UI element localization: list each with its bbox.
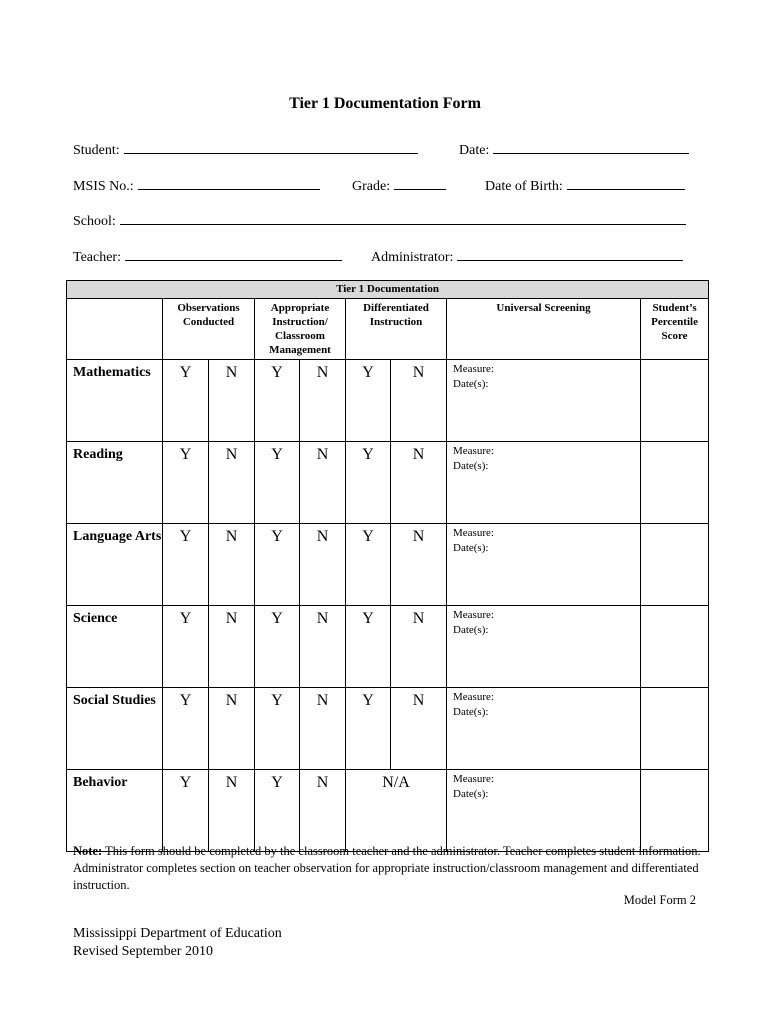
observations-yes[interactable]: Y <box>163 442 209 524</box>
observations-yes[interactable]: Y <box>163 360 209 442</box>
grade-label: Grade: <box>352 179 391 194</box>
appropriate-no[interactable]: N <box>300 606 346 688</box>
appropriate-no[interactable]: N <box>300 770 346 852</box>
percentile-cell[interactable] <box>641 524 709 606</box>
appropriate-yes[interactable]: Y <box>255 524 300 606</box>
footer-revised: Revised September 2010 <box>73 944 213 959</box>
differentiated-no[interactable]: N <box>391 688 447 770</box>
subject-label: Social Studies <box>67 688 163 770</box>
percentile-cell[interactable] <box>641 360 709 442</box>
differentiated-no[interactable]: N <box>391 442 447 524</box>
differentiated-no[interactable]: N <box>391 606 447 688</box>
msis-line[interactable] <box>138 176 320 190</box>
observations-no[interactable]: N <box>209 770 255 852</box>
model-form-label: Model Form 2 <box>623 893 696 907</box>
dob-field[interactable] <box>485 176 685 195</box>
observations-no[interactable]: N <box>209 606 255 688</box>
table-row <box>67 688 709 770</box>
dates-label: Date(s): <box>453 788 489 800</box>
subject-label: Behavior <box>67 770 163 852</box>
msis-field[interactable] <box>73 176 320 195</box>
observations-no[interactable]: N <box>209 442 255 524</box>
footer-department: Mississippi Department of Education <box>73 926 282 941</box>
percentile-cell[interactable] <box>641 770 709 852</box>
differentiated-na: N/A <box>346 770 447 852</box>
observations-no[interactable]: N <box>209 524 255 606</box>
percentile-cell[interactable] <box>641 606 709 688</box>
administrator-label: Administrator: <box>371 250 454 265</box>
grade-line[interactable] <box>394 176 446 190</box>
administrator-field[interactable] <box>371 247 683 266</box>
date-line[interactable] <box>493 140 689 154</box>
differentiated-yes[interactable]: Y <box>346 524 391 606</box>
table-row <box>67 606 709 688</box>
form-title: Tier 1 Documentation Form <box>289 95 481 112</box>
observations-no[interactable]: N <box>209 688 255 770</box>
dates-label: Date(s): <box>453 542 489 554</box>
measure-label: Measure: <box>453 527 494 539</box>
documentation-table <box>66 280 709 852</box>
differentiated-yes[interactable]: Y <box>346 360 391 442</box>
appropriate-yes[interactable]: Y <box>255 770 300 852</box>
measure-label: Measure: <box>453 609 494 621</box>
student-label: Student: <box>73 143 120 158</box>
universal-screening-cell[interactable] <box>447 688 641 770</box>
universal-screening-cell[interactable] <box>447 770 641 852</box>
measure-label: Measure: <box>453 363 494 375</box>
school-line[interactable] <box>120 211 686 225</box>
observations-no[interactable]: N <box>209 360 255 442</box>
measure-label: Measure: <box>453 691 494 703</box>
universal-screening-cell[interactable] <box>447 524 641 606</box>
differentiated-no[interactable]: N <box>391 524 447 606</box>
appropriate-no[interactable]: N <box>300 442 346 524</box>
percentile-cell[interactable] <box>641 688 709 770</box>
dates-label: Date(s): <box>453 624 489 636</box>
appropriate-yes[interactable]: Y <box>255 442 300 524</box>
table-banner: Tier 1 Documentation <box>67 281 709 299</box>
differentiated-no[interactable]: N <box>391 360 447 442</box>
teacher-line[interactable] <box>125 247 342 261</box>
subject-label: Reading <box>67 442 163 524</box>
student-line[interactable] <box>124 140 418 154</box>
appropriate-yes[interactable]: Y <box>255 688 300 770</box>
grade-field[interactable] <box>352 176 446 195</box>
student-field[interactable] <box>73 140 418 159</box>
school-label: School: <box>73 214 116 229</box>
universal-screening-cell[interactable] <box>447 606 641 688</box>
dob-line[interactable] <box>567 176 685 190</box>
observations-yes[interactable]: Y <box>163 770 209 852</box>
dates-label: Date(s): <box>453 378 489 390</box>
measure-label: Measure: <box>453 445 494 457</box>
header-blank <box>67 299 163 360</box>
note-text: This form should be completed by the classroom teacher and the administrator. Teacher completes student information. Administrator completes section on teacher observation for appropriate instruction/classroom management and differentiated instruction. <box>73 844 701 892</box>
teacher-field[interactable] <box>73 247 342 266</box>
appropriate-no[interactable]: N <box>300 524 346 606</box>
universal-screening-cell[interactable] <box>447 360 641 442</box>
note-paragraph <box>73 843 703 894</box>
differentiated-yes[interactable]: Y <box>346 442 391 524</box>
observations-yes[interactable]: Y <box>163 688 209 770</box>
header-universal: Universal Screening <box>447 299 641 360</box>
dob-label: Date of Birth: <box>485 179 563 194</box>
table-row <box>67 442 709 524</box>
subject-label: Language Arts <box>67 524 163 606</box>
header-appropriate: Appropriate Instruction/ Classroom Management <box>255 299 346 360</box>
administrator-line[interactable] <box>457 247 683 261</box>
percentile-cell[interactable] <box>641 442 709 524</box>
date-field[interactable] <box>459 140 689 159</box>
appropriate-yes[interactable]: Y <box>255 606 300 688</box>
observations-yes[interactable]: Y <box>163 524 209 606</box>
differentiated-yes[interactable]: Y <box>346 688 391 770</box>
date-label: Date: <box>459 143 490 158</box>
header-observations: Observations Conducted <box>163 299 255 360</box>
subject-label: Science <box>67 606 163 688</box>
header-differentiated: Differentiated Instruction <box>346 299 447 360</box>
teacher-label: Teacher: <box>73 250 121 265</box>
school-field[interactable] <box>73 211 686 230</box>
note-label: Note: <box>73 844 103 858</box>
table-row <box>67 524 709 606</box>
subject-label: Mathematics <box>67 360 163 442</box>
table-row <box>67 770 709 852</box>
appropriate-no[interactable]: N <box>300 360 346 442</box>
dates-label: Date(s): <box>453 460 489 472</box>
measure-label: Measure: <box>453 773 494 785</box>
header-percentile: Student’s Percentile Score <box>641 299 709 360</box>
universal-screening-cell[interactable] <box>447 442 641 524</box>
appropriate-no[interactable]: N <box>300 688 346 770</box>
observations-yes[interactable]: Y <box>163 606 209 688</box>
msis-label: MSIS No.: <box>73 179 134 194</box>
table-row <box>67 360 709 442</box>
footer <box>73 925 282 961</box>
dates-label: Date(s): <box>453 706 489 718</box>
differentiated-yes[interactable]: Y <box>346 606 391 688</box>
appropriate-yes[interactable]: Y <box>255 360 300 442</box>
